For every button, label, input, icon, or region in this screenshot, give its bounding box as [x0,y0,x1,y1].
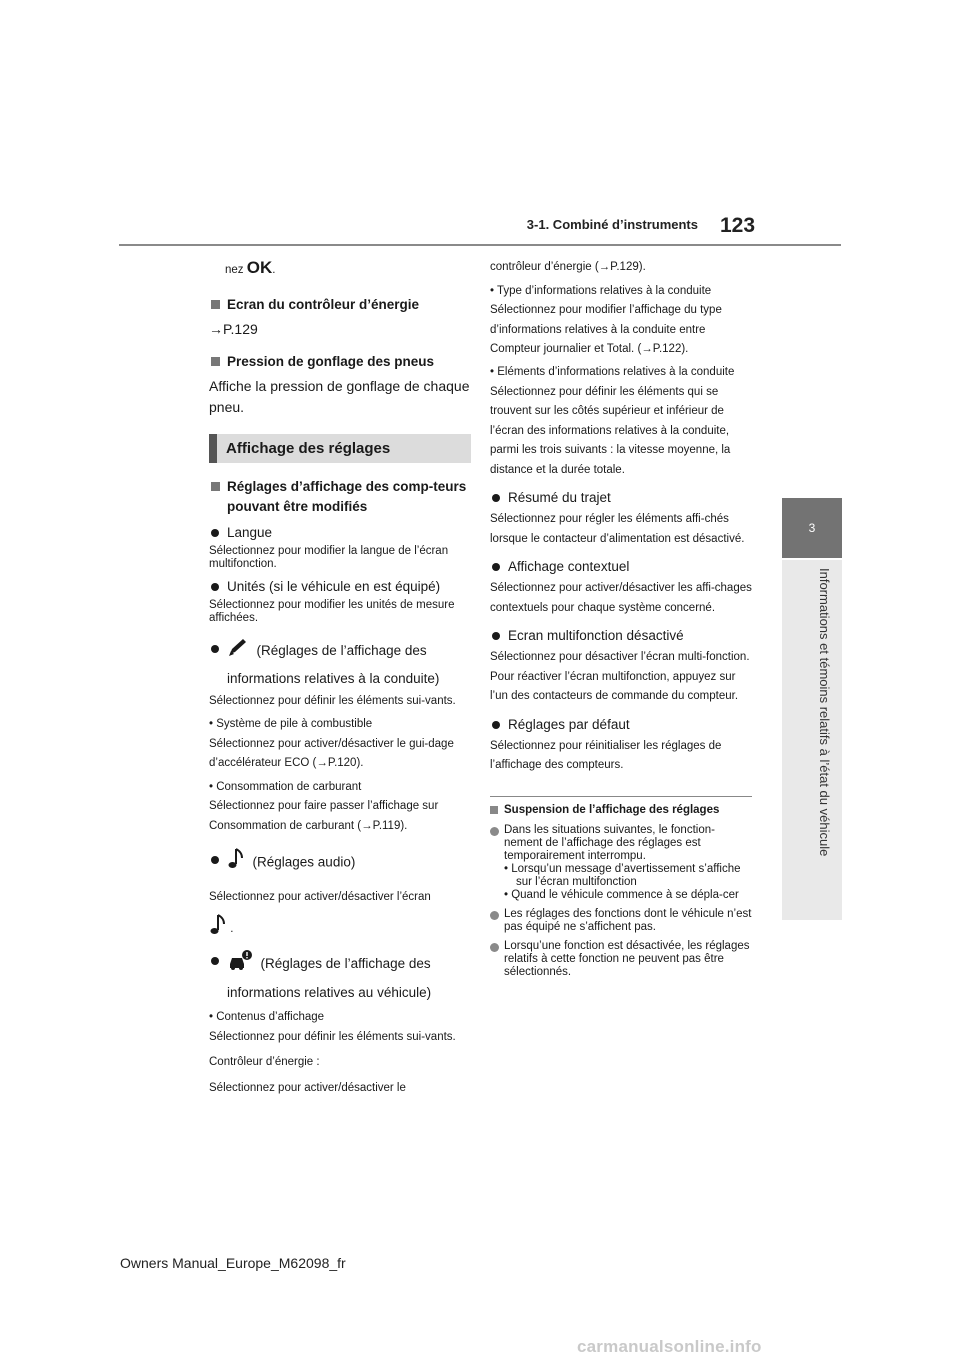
note-item: Les réglages des fonctions dont le véhicule n’est pas équipé ne s’affichent pas. [490,908,752,934]
item-default-settings: Réglages par défaut [490,713,752,737]
trip-summary-text: Sélectionnez pour régler les éléments affi-chés lorsque le contacteur d’alimentation est désactivé. [490,513,745,545]
driving-info-type-title: • Type d’informations relatives à la conduite [490,284,712,297]
chapter-strip [782,560,842,920]
unites-text: Sélectionnez pour modifier les unités de mesure affichées. [209,598,455,624]
page-number: 123 [720,214,756,237]
chapter-number: 3 [808,521,816,535]
note-heading: Suspension de l’affichage des réglages [490,803,752,818]
item-langue: Langue [209,521,471,545]
note-subitem: • Quand le véhicule commence à se dépla-cer [504,888,739,901]
fuel-consumption-title: • Consommation de carburant [209,780,362,793]
audio-suffix: . [230,922,234,935]
popup-display-text: Sélectionnez pour activer/désactiver les affi-chages contextuels pour chaque système concerné. [490,582,752,614]
music-note-icon [209,914,227,944]
driving-info-items-text: Sélectionnez pour définir les éléments qui se trouvent sur les côtés supérieur et inférieur de l’écran des informations relatives à la conduite, parmi les trois suivants : la vitesse moyenne, la distance et la durée totale. [490,385,731,476]
manual-id: Owners Manual_Europe_M62098_fr [120,1255,346,1271]
music-note-icon [227,848,245,878]
energy-monitor-label: Contrôleur d’énergie : [209,1056,320,1068]
display-contents-title: • Contenus d’affichage [209,1011,325,1023]
item-audio [209,848,471,878]
multi-display-off-text2: Pour réactiver l’écran multifonction, appuyez sur l’un des contacteurs de commande du compteur. [490,670,739,702]
vehicle-info-title: (Réglages de l’affichage des informations relatives au véhicule) [227,956,432,1000]
header-rule [119,244,841,246]
driving-info-type-text: Sélectionnez pour modifier l’affichage du type d’informations relatives à la conduite entre Compteur journalier et Total. (→P.122). [490,304,722,355]
fuel-cell-title: • Système de pile à combustible [209,718,373,730]
right-column [490,258,752,985]
heading-gauge-settings: Réglages d’affichage des comp-teurs pouvant être modifiés [209,477,471,517]
note-subitem: • Lorsqu’un message d’avertissement s’affiche sur l’écran multifonction [504,862,741,888]
heading-tire-pressure: Pression de gonflage des pneus [209,352,471,372]
item-popup-display: Affichage contextuel [490,555,752,579]
default-settings-text: Sélectionnez pour réinitialiser les réglages de l’affichage des compteurs. [490,739,722,771]
pencil-icon [227,637,249,666]
intro-line [209,258,471,281]
audio-title: (Réglages audio) [252,854,356,870]
driving-info-title: (Réglages de l’affichage des informations relatives à la conduite) [227,642,440,686]
section-band: Affichage des réglages [209,434,471,463]
intro-prefix: nez [225,264,244,276]
langue-text: Sélectionnez pour modifier la langue de l’écran multifonction. [209,544,449,570]
driving-info-items-title: • Eléments d’informations relatives à la conduite [490,365,735,378]
intro-suffix: . [272,264,276,276]
fuel-consumption-text: Sélectionnez pour faire passer l’affichage sur Consommation de carburant (→P.119). [209,800,439,832]
left-column [209,258,471,1098]
item-driving-info [209,637,471,692]
display-contents-text: Sélectionnez pour définir les éléments sui-vants. [209,1030,456,1043]
item-unites: Unités (si le véhicule en est équipé) [209,575,471,599]
watermark: carmanualsonline.info [577,1337,762,1356]
ok-glyph: OK [246,258,273,277]
chapter-title: Informations et témoins relatifs à l’état du véhicule [817,568,832,857]
multi-display-off-text1: Sélectionnez pour désactiver l’écran multi-fonction. [490,651,750,663]
note-divider [490,796,752,797]
item-vehicle-info [209,949,471,1006]
fuel-cell-text: Sélectionnez pour activer/désactiver le gui-dage d’accélérateur ECO (→P.120). [209,737,454,769]
note-item [490,824,752,902]
energy-monitor-text: Sélectionnez pour activer/désactiver le [209,1081,406,1094]
note-text: Dans les situations suivantes, le fonction-nement de l’affichage des réglages est temporairement interrompu. [504,823,715,862]
driving-info-text: Sélectionnez pour définir les éléments sui-vants. [209,694,456,707]
audio-text: Sélectionnez pour activer/désactiver l’écran [209,891,431,903]
continued-text: contrôleur d’énergie (→P.129). [490,261,646,273]
tire-pressure-text: Affiche la pression de gonflage de chaque pneu. [209,377,470,415]
energy-monitor-ref[interactable]: →P.129 [209,320,258,337]
chapter-tab [782,498,842,558]
note-item: Lorsqu’une fonction est désactivée, les réglages relatifs à cette fonction ne peuvent pas être sélectionnés. [490,940,752,979]
car-warning-icon [227,949,253,980]
audio-icon-line [209,914,471,944]
section-title: 3-1. Combiné d’instruments [526,217,698,232]
heading-energy-monitor: Ecran du contrôleur d’énergie [209,295,471,315]
item-trip-summary: Résumé du trajet [490,486,752,510]
item-multi-display-off: Ecran multifonction désactivé [490,624,752,648]
